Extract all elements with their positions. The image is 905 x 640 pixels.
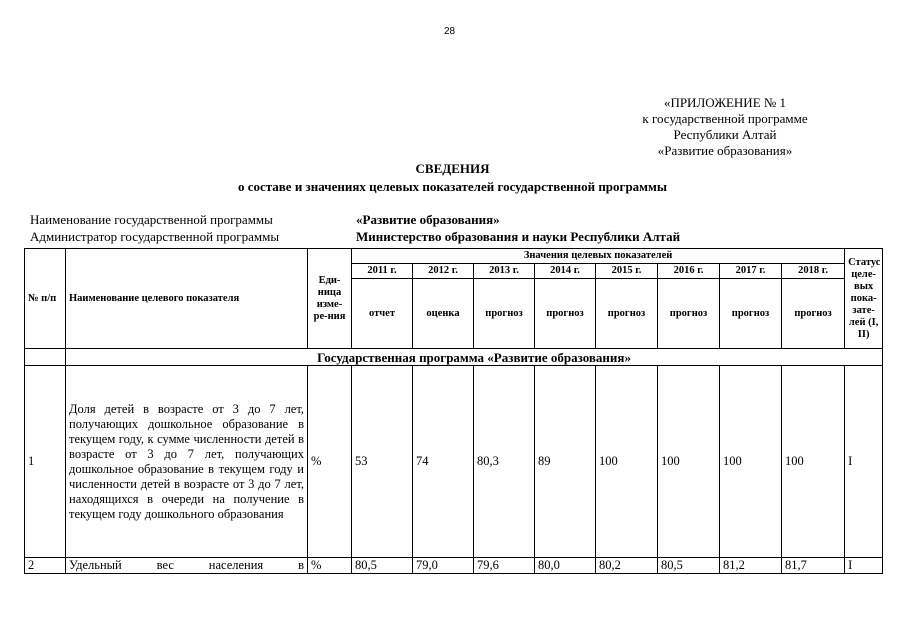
- appendix-line-4: «Развитие образования»: [657, 143, 793, 158]
- page-number: 28: [444, 26, 456, 37]
- row-value: 100: [658, 366, 720, 558]
- program-name-value: «Развитие образования»: [356, 212, 500, 227]
- row-unit: %: [308, 366, 352, 558]
- program-name-label: Наименование государственной программы: [30, 212, 273, 227]
- row-value: 80,5: [352, 558, 413, 574]
- document-title: СВЕДЕНИЯ: [415, 161, 490, 176]
- header-kind: прогноз: [535, 279, 596, 349]
- row-num: 1: [25, 366, 66, 558]
- header-num: № п/п: [25, 249, 66, 349]
- row-num: 2: [25, 558, 66, 574]
- header-year: 2012 г.: [413, 264, 474, 279]
- row-value: 79,0: [413, 558, 474, 574]
- table-row: [25, 558, 883, 574]
- indicators-table: [24, 248, 883, 574]
- document-subtitle: о составе и значениях целевых показателей государственной программы: [237, 179, 668, 194]
- program-admin-value: Министерство образования и науки Республики Алтай: [356, 229, 681, 244]
- program-admin-label: Администратор государственной программы: [30, 229, 280, 244]
- row-value: 53: [352, 366, 413, 558]
- row-value: 80,0: [535, 558, 596, 574]
- header-unit: Еди-ница изме-ре-ния: [308, 249, 352, 349]
- header-kind: прогноз: [720, 279, 782, 349]
- row-value: 100: [782, 366, 845, 558]
- row-value: 80,3: [474, 366, 535, 558]
- header-year: 2016 г.: [658, 264, 720, 279]
- row-value: 79,6: [474, 558, 535, 574]
- document-heading: [0, 160, 905, 196]
- header-kind: прогноз: [782, 279, 845, 349]
- appendix-line-1: «ПРИЛОЖЕНИЕ № 1: [663, 95, 787, 110]
- appendix-line-3: Республики Алтай: [673, 127, 777, 142]
- header-kind: прогноз: [596, 279, 658, 349]
- row-name: Удельный вес населения в: [66, 558, 308, 574]
- table-row: [25, 366, 883, 558]
- header-kind: прогноз: [658, 279, 720, 349]
- row-value: 81,7: [782, 558, 845, 574]
- header-year: 2015 г.: [596, 264, 658, 279]
- row-value: 89: [535, 366, 596, 558]
- appendix-note: [610, 95, 840, 159]
- header-kind: оценка: [413, 279, 474, 349]
- row-name: Доля детей в возрасте от 3 до 7 лет, получающих дошкольное образование в текущем году, к сумме численности детей в возрасте от 3 до 7 лет, получающих дошкольное образование в текущем году и численности детей в возрасте от 3 до 7 лет, находящихся в очереди на получение в текущем году дошкольного образования: [66, 366, 308, 558]
- row-value: 80,5: [658, 558, 720, 574]
- header-kind: отчет: [352, 279, 413, 349]
- section-empty-cell: [25, 349, 66, 366]
- header-year: 2011 г.: [352, 264, 413, 279]
- section-title: Государственная программа «Развитие образования»: [66, 349, 883, 366]
- header-year: 2014 г.: [535, 264, 596, 279]
- header-year: 2018 г.: [782, 264, 845, 279]
- row-value: 100: [720, 366, 782, 558]
- row-value: 80,2: [596, 558, 658, 574]
- header-values: Значения целевых показателей: [352, 249, 845, 264]
- row-status: I: [845, 558, 883, 574]
- row-value: 100: [596, 366, 658, 558]
- row-value: 74: [413, 366, 474, 558]
- header-name: Наименование целевого показателя: [66, 249, 308, 349]
- header-year: 2017 г.: [720, 264, 782, 279]
- header-status: Статус целе-вых пока-зате-лей (I, II): [845, 249, 883, 349]
- row-value: 81,2: [720, 558, 782, 574]
- row-status: I: [845, 366, 883, 558]
- header-year: 2013 г.: [474, 264, 535, 279]
- header-kind: прогноз: [474, 279, 535, 349]
- appendix-line-2: к государственной программе: [642, 111, 808, 126]
- row-unit: %: [308, 558, 352, 574]
